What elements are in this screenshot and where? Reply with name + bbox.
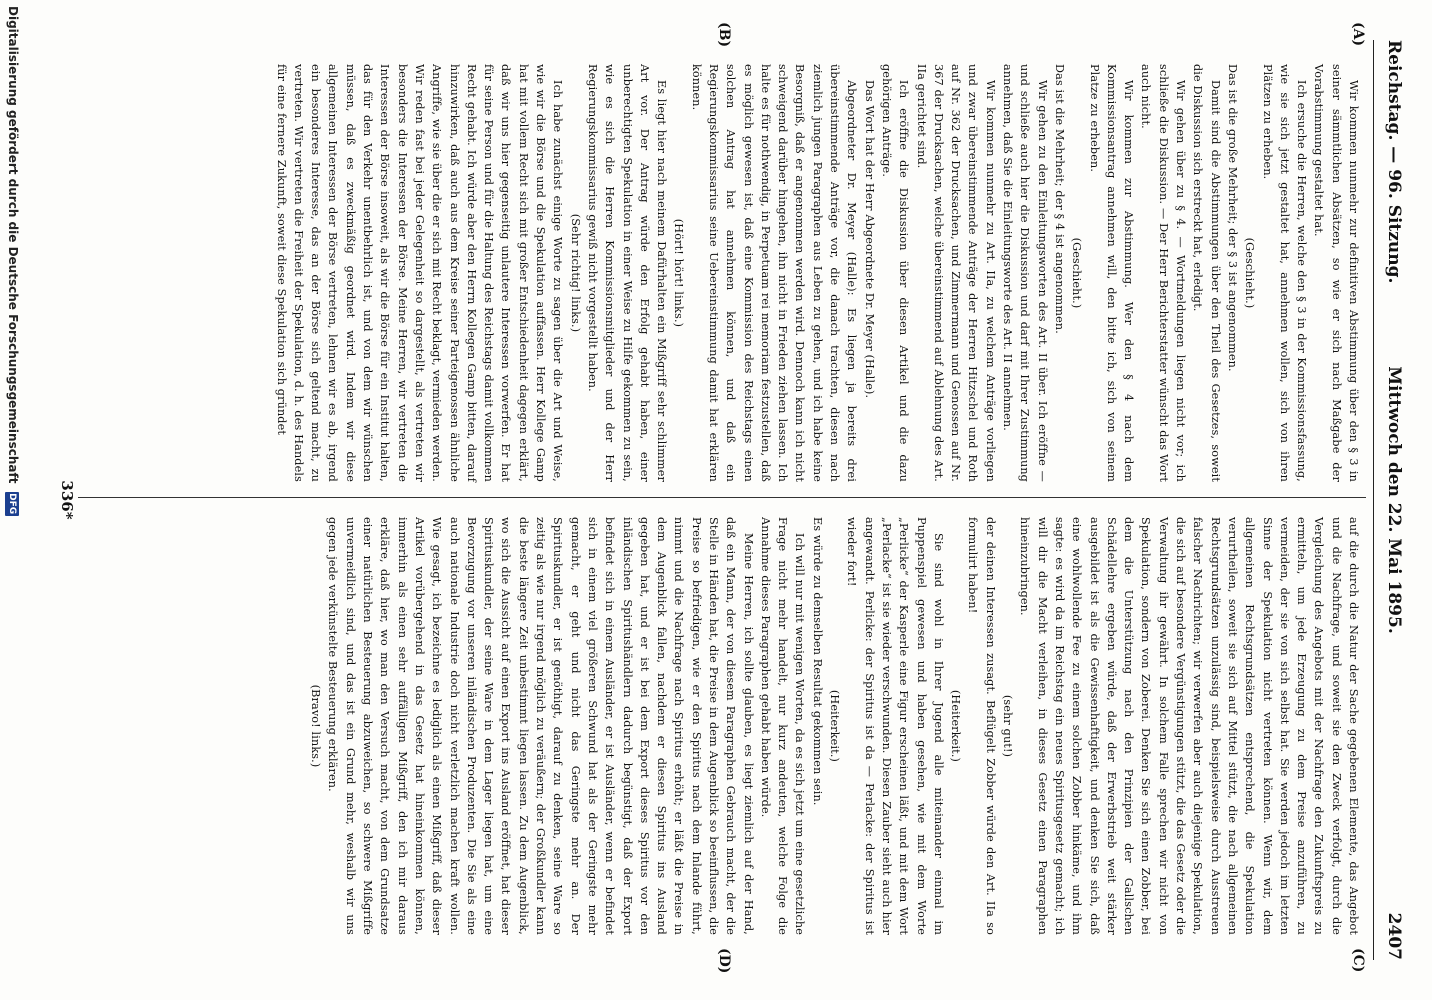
header-rule	[1373, 40, 1374, 960]
dfg-logo: DFG	[7, 493, 18, 515]
paragraph: Das ist die Mehrheit; der § 4 ist angenommen.	[1052, 64, 1066, 334]
stage-direction: (Geschieht.)	[1070, 237, 1084, 309]
digitization-credit	[0, 0, 26, 1000]
paragraph: Ich habe zunächst einige Worte zu sagen über die Art und Weise, wie wir die Börse und die Spekulation auffassen. Herr Kollege Gamp hat mit vollem Recht sich mit großer Entschiedenheit dagegen erklärt, daß wir uns hier gegenseitig unlautere Interessen vorwerfen. Er hat für seine Person und für die Haltung des Reichstags damit vollkommen Recht gehabt. Ich würde aber den Herrn Kollegen Gamp bitten, darauf hinzuwirken, daß auch aus dem Kreise seiner Parteigenossen ähnliche Angriffe, wie sie über die er sich mit Recht beklagt, vermieden werden. Wir reden fast bei jeder Gelegenheit so dargestellt, als vertreten wir besonders die Interessen der Börse. Meine Herren, wir vertreten die Interessen der Börse insoweit, als wir die Börse für ein Institut halten, das für den Verkehr unentbehrlich ist, und von dem wir wünschen müssen, daß es zweckmäßig geordnet wird. Indem wir diese allgemeinen Interessen der Börse vertreten, lehnen wir es ab, irgend ein besonderes Interesse, das an der Börse sich geltend macht, zu vertreten. Wir vertreten die Freiheit der Spekulation, d. h. des Handels für eine fernere Zukunft, soweit diese Spekulation sich gründet	[274, 64, 565, 482]
paragraph: Wir gehen zu den Einleitungsworten des Art. II über. Ich eröffne — und schließe auch hier die Diskussion und darf mit Ihrer Zustimmung annehmen, daß Sie die Einleitungsworte des Art. II annehmen.	[1001, 64, 1049, 482]
paragraph: Wir gehen über zu § 4. — Wortmeldungen liegen nicht vor; ich schließe die Diskussion. — Der Herr Berichterstatter wünscht das Wort auch nicht.	[1139, 64, 1188, 482]
stage-direction: (Hört! hört! links.)	[672, 218, 686, 328]
paragraph: Meine Herren, ich sollte glauben, es liegt ziemlich auf der Hand, daß ein Mann, der von diesem Paragraphen Gebrauch macht, der die Stelle in Händen hat, die Preise in dem Augenblick so beeinflussen, die Preise so befriedigen, wie er den Spiritus nach dem Inlande führt, nimmt und die Nachfrage nach Spiritus erhöht; er läßt die Preise in dem Augenblick fallen, nachdem er diesen Spiritus ins Ausland gegeben hat, und er ist bei dem Export dieses Spiritus vor den inländischen Spiritushändlern dadurch begünstigt, daß der Export befindet sich in einem Ausländer, er ist Ausländer, wenn er befindet sich in einem viel größeren Schwund hat als der Geringste mehr gemacht, er geht und nicht das Geringste mehr an. Der Spirituskundler, er ist genöthigt, darauf zu denken, seine Ware so zeitig als wie nur irgend möglich zu veräußern; der Großkundler kann die beste längere Zeit unbestimmt liegen lassen. Zu dem Augenblick, wo sich die Aussicht auf einen Export ins Ausland eröffnet, hat dieser Spirituskundler, der seine Ware in dem Lager liegen hat, um eine Bevorzugung vor unseren inländischen Produzenten. Die Sie als eine auch nationale Industrie doch nicht verletzlich machen kraft wollen. Wie gesagt, ich bezeichne es lediglich als einen Mißgriff, daß dieser Artikel vorübergehend in das Gesetz hat hineinkommen können, immerhin als einen sehr auffälligen Mißgriff, den ich mir daraus erkläre, daß hier, wo man den Versuch macht, von dem Grundsatze einer natürlichen Besteuerung abzuweichen, so schwere Mißgriffe unvermeidlich sind, und das ist ein Grund mehr, weshalb wir uns gegen jede verkünstelte Besteuerung erklären.	[326, 517, 755, 935]
paragraph: Es würde zu demselben Resultat gekommen sein.	[810, 517, 824, 806]
paragraph: Ich eröffne die Diskussion über diesen Artikel und die dazu gehörigen Anträge.	[879, 64, 911, 482]
paragraph: Wir kommen nunmehr zur definitiven Abstimmung über den § 3 in seiner sämmtlichen Absätzen, so wie er sich nach Maßgabe der Vorabstimmung gestaltet hat.	[1312, 64, 1360, 482]
stage-direction: (sehr gut!)	[1001, 694, 1015, 758]
paragraph: Ich will nur mit wenigen Worten, da es sich jetzt um eine gesetzliche Frage nicht mehr handelt, nur kurz andeuten, welche Folge die Annahme dieses Paragraphen gehabt haben würde.	[758, 517, 807, 935]
paragraph: auf die durch die Natur der Sache gegebenen Elemente, das Angebot und die Nachfrage, und soweit sie den Zweck verfolgt, durch die Vergleichung des Angebots mit der Nachfrage den Zukunftspreis zu ermitteln, um jede Erzeugung zu dem Preise anzuführen, zu vermeiden, der sie von sich selbst hat. Sie werden jedoch im letzten Sinne der Spekulation nicht vertreten können. Wenn wir, dem allgemeinen Rechtsgrundsätzen entsprechend, die Spekulation verurtheilen, soweit sie sich auf Mittel stützt, die nach allgemeinen Rechtsgrundsätzen unzulässig sind, beispielsweise durch Ausstreuen falscher Nachrichten; wir verwerfen aber auch diejenige Spekulation, die sich auf besondere Vergünstigungen stützt, die das Gesetz oder die Verwaltung ihr gewährt. In solchem Falle sprechen wir nicht von Spekulation, sondern von Zoberei. Denken Sie sich einen Zobber, bei dem die Unterstützung nach den Prinzipien der Gallschen Schädellehre ergeben würde, daß der Erwerbstrieb weit stärker ausgebildet ist als die Gewissenhaftigkeit, und denken Sie sich, daß eine wohlwollende Fee zu einem solchen Zobber hinkäme, und ihm sagte: es wird da im Reichstag ein neues Spiritusgesetz gemacht; ich will dir die Macht verleihen, in dieses Gesetz einen Paragraphen hineinzubringen.	[1018, 517, 1360, 935]
header-page-number: 2407	[1384, 912, 1404, 960]
left-text-column	[272, 64, 1362, 482]
margin-marker-a: (A)	[1350, 22, 1366, 47]
header-title: Reichstag. — 96. Sitzung.	[1384, 40, 1404, 284]
paragraph: der deinen Interessen zusagt. Beflügelt Zobber würde den Art. IIa so formulirt haben!	[966, 517, 997, 935]
page-footer-number: 336*	[58, 480, 76, 520]
paragraph: Ich ersuche die Herren, welche den § 3 in der Kommissionsfassung, wie sie sich jetzt gestaltet hat, annehmen wollen, sich von ihren Plätzen zu erheben.	[1260, 64, 1309, 482]
right-text-column	[307, 517, 1362, 935]
stage-direction: (Sehr richtig! links.)	[568, 213, 582, 333]
paragraph: Das Wort hat der Herr Abgeordnete Dr. Meyer (Halle).	[862, 80, 876, 399]
paragraph: Damit sind die Abstimmungen über den Theil des Gesetzes, soweit die Diskussion sich erstreckt hat, erledigt.	[1191, 64, 1222, 482]
header-date: Mittwoch den 22. Mai 1895.	[1384, 366, 1404, 634]
margin-marker-b: (B)	[716, 22, 732, 48]
paragraph: Wir kommen zur Abstimmung. Wer den § 4 nach dem Kommissionsantrag annehmen will, den bitte ich, sich von seinem Platze zu erheben.	[1087, 64, 1136, 482]
paragraph: Sie sind wohl in Ihrer Jugend alle miteinander einmal im Puppenspiel gewesen und haben gesehen, wie mit dem Worte „Perlicke“ der Kasperle eine Figur erscheinen läßt, und mit dem Wort „Perlacke“ ist sie wieder verschwunden. Diesen Zauber sieht auch hier angewandt. Perlicke: der Spiritus ist da — Perlacke: der Spiritus ist wieder fort!	[845, 517, 945, 935]
stage-direction: (Geschieht.)	[1243, 237, 1257, 309]
paragraph: Wir kommen nunmehr zu Art. IIa, zu welchem Anträge vorliegen und zwar übereinstimmende Anträge der Herren Hitzschel und Roth auf Nr. 362 der Drucksachen, und Zimmermann und Genossen auf Nr. 367 der Drucksachen, welche übereinstimmend auf Ablehnung des Art. IIa gerichtet sind.	[914, 64, 997, 482]
stage-direction: (Bravo! links.)	[309, 684, 323, 768]
margin-marker-c: (C)	[1350, 948, 1366, 973]
paragraph: Das ist die große Mehrheit; der § 3 ist angenommen.	[1225, 64, 1239, 372]
stage-direction: (Heiterkeit.)	[949, 689, 963, 763]
paragraph: Abgeordneter Dr. Meyer (Halle): Es liegen ja bereits drei übereinstimmende Anträge vor, die danach trachten, diesen nach ziemlich jungen Paragraphen aus Leben zu gehen, und ich habe keine Besorgniß, daß er angenommen werden wird. Dennoch kann ich nicht schweigend darüber hingehen, ihn nicht in Frieden ziehen lassen. Ich halte es für nothwendig, in Perpetuam rei memoriam festzustellen, daß es möglich gewesen ist, daß eine Kommission des Reichstags einen solchen Antrag hat annehmen können, und daß ein Regierungskommissarius seine Uebereinstimmung damit hat erklären können.	[689, 64, 859, 482]
page-header	[1380, 40, 1404, 960]
margin-marker-d: (D)	[716, 948, 732, 974]
credit-text: Digitalisierung gefördert durch die Deutsche Forschungsgemeinschaft	[6, 6, 20, 484]
paragraph: Es liegt hier nach meinem Dafürhalten ein Mißgriff sehr schlimmer Art vor. Der Antrag würde den Erfolg gehabt haben, einer unberechtigten Spekulation in einer Weise zu Hilfe gekommen zu sein, wie es sich die Herren Kommissionsmitglieder und der Herr Regierungskommissarius gewiß nicht vorgestellt haben.	[585, 64, 669, 482]
stage-direction: (Heiterkeit.)	[828, 689, 842, 763]
column-divider	[78, 497, 1366, 498]
